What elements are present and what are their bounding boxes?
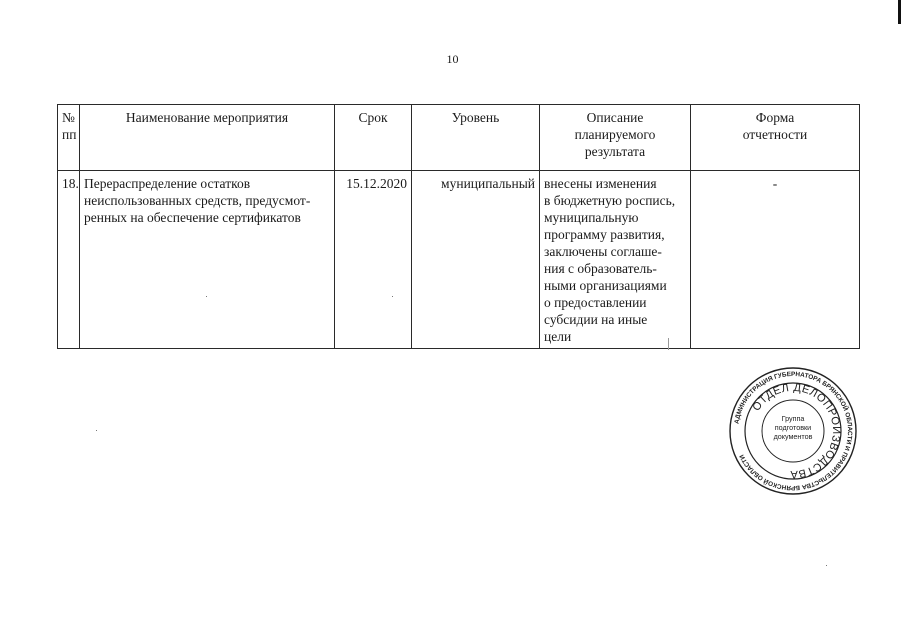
stamp-outer-ring-text: АДМИНИСТРАЦИЯ ГУБЕРНАТОРА БРЯНСКОЙ ОБЛАСТИ И ПРАВИТЕЛЬСТВА БРЯНСКОЙ ОБЛАСТИ — [733, 370, 854, 492]
scan-speck — [668, 338, 669, 350]
scan-speck — [826, 565, 827, 566]
page-number: 10 — [446, 52, 459, 66]
header-date: Срок — [335, 105, 412, 171]
header-name: Наименование мероприятия — [80, 105, 335, 171]
stamp-center-text — [774, 414, 813, 441]
scan-speck — [206, 296, 207, 297]
stamp-center-line: документов — [773, 432, 813, 441]
row-desc: внесены изменения в бюджетную роспись, муниципальную программу развития, заключены соглаше- ния с образователь- ными организациями о предоставлении субсидии на иные цели — [540, 171, 691, 349]
plan-table — [57, 104, 860, 349]
stamp-center-line: подготовки — [774, 423, 812, 432]
table-header-row — [58, 105, 860, 171]
row-level: муниципальный — [412, 171, 540, 349]
row-name: Перераспределение остатков неиспользованных средств, предусмот- ренных на обеспечение сертификатов — [80, 171, 335, 349]
row-num: 18. — [58, 171, 80, 349]
scan-speck — [392, 296, 393, 297]
scan-edge-mark — [898, 0, 901, 24]
table-row — [58, 171, 860, 349]
header-level: Уровень — [412, 105, 540, 171]
row-form: - — [691, 171, 860, 349]
header-form: Форма отчетности — [691, 105, 860, 171]
row-date: 15.12.2020 — [335, 171, 412, 349]
stamp-center-line: Группа — [781, 414, 805, 423]
official-stamp — [727, 365, 859, 497]
header-desc: Описание планируемого результата — [540, 105, 691, 171]
scan-speck — [96, 430, 97, 431]
stamp-inner-ring-text: ОТДЕЛ ДЕЛОПРОИЗВОДСТВА — [750, 381, 843, 481]
header-num: № пп — [58, 105, 80, 171]
